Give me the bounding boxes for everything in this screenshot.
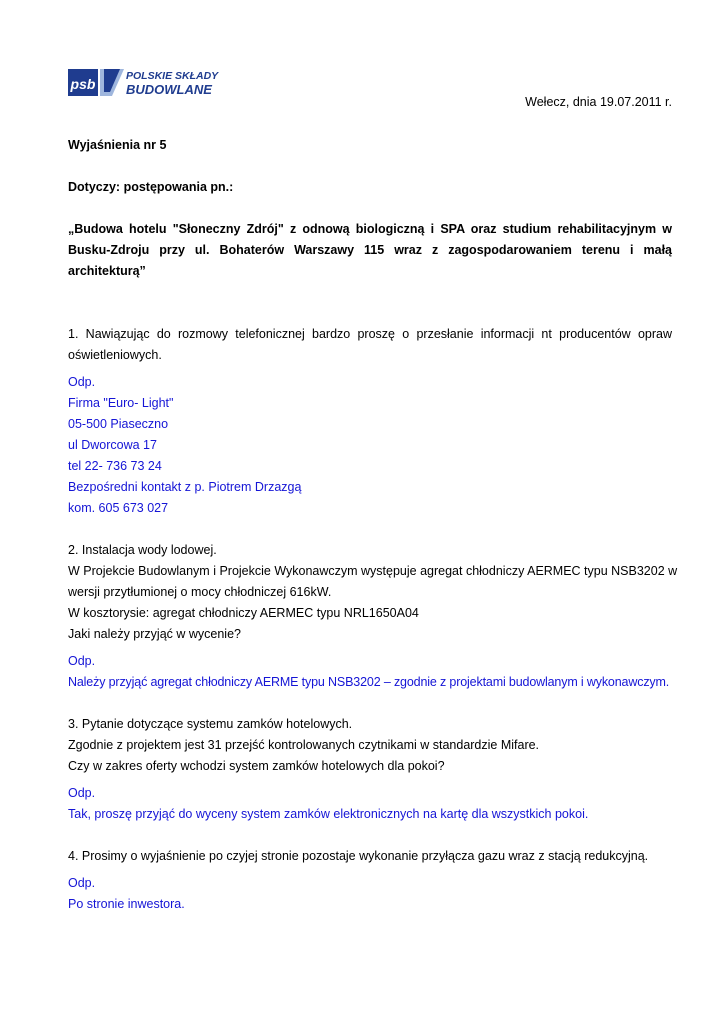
- logo-brand-top: POLSKIE SKŁADY: [126, 70, 219, 82]
- answer-3: [68, 783, 672, 825]
- answer-1-line: tel 22- 736 73 24: [68, 459, 162, 473]
- answer-1-line: 05-500 Piaseczno: [68, 417, 169, 431]
- subject-text: „Budowa hotelu "Słoneczny Zdrój" z odnową biologiczną i SPA oraz studium rehabilitacyjnym w Busku-Zdroju przy ul. Bohaterów Warszawy 115 wraz z zagospodarowaniem terenu i małą architekturą”: [68, 222, 672, 278]
- question-3: [68, 714, 672, 777]
- answer-1-line: Firma "Euro- Light": [68, 396, 174, 410]
- answer-2: [68, 651, 672, 693]
- question-2-line: Jaki należy przyjąć w wycenie?: [68, 627, 241, 641]
- answer-1: [68, 372, 672, 519]
- answer-1-line: Odp.: [68, 375, 96, 389]
- question-2-line: W Projekcie Budowlanym i Projekcie Wykonawczym występuje agregat chłodniczy AERMEC typu NSB3202 w: [68, 564, 678, 578]
- document-date: Wełecz, dnia 19.07.2011 r.: [525, 95, 672, 109]
- subject-label: Dotyczy: postępowania pn.:: [68, 180, 234, 194]
- answer-3-line: Odp.: [68, 786, 96, 800]
- logo-mark: psb: [70, 76, 96, 92]
- answer-3-line: Tak, proszę przyjąć do wyceny system zamków elektronicznych na kartę dla wszystkich pokoi.: [68, 807, 589, 821]
- answer-4: [68, 873, 672, 915]
- question-3-line: Zgodnie z projektem jest 31 przejść kontrolowanych czytnikami w standardzie Mifare.: [68, 738, 540, 752]
- document-title: Wyjaśnienia nr 5: [68, 138, 167, 152]
- question-4-line: 4. Prosimy o wyjaśnienie po czyjej stronie pozostaje wykonanie przyłącza gazu wraz z stacją redukcyjną.: [68, 849, 649, 863]
- question-3-line: Czy w zakres oferty wchodzi system zamków hotelowych dla pokoi?: [68, 759, 445, 773]
- logo-brand-bottom: BUDOWLANE: [126, 82, 212, 97]
- question-2-line: wersji przytłumionej o mocy chłodniczej 616kW.: [68, 585, 332, 599]
- question-2-line: W kosztorysie: agregat chłodniczy AERMEC typu NRL1650A04: [68, 606, 419, 620]
- answer-4-line: Po stronie inwestora.: [68, 897, 185, 911]
- answer-1-line: kom. 605 673 027: [68, 501, 169, 515]
- answer-4-line: Odp.: [68, 876, 96, 890]
- answer-2-line: Odp.: [68, 654, 96, 668]
- question-2-line: 2. Instalacja wody lodowej.: [68, 543, 217, 557]
- psb-logo: [68, 66, 226, 100]
- question-1: 1. Nawiązując do rozmowy telefonicznej bardzo proszę o przesłanie informacji nt producentów opraw oświetleniowych.: [68, 327, 672, 362]
- question-3-line: 3. Pytanie dotyczące systemu zamków hotelowych.: [68, 717, 353, 731]
- answer-2-line: Należy przyjąć agregat chłodniczy AERME typu NSB3202 – zgodnie z projektami budowlanym i wykonawczym.: [68, 675, 670, 689]
- answer-1-line: Bezpośredni kontakt z p. Piotrem Drzazgą: [68, 480, 302, 494]
- answer-1-line: ul Dworcowa 17: [68, 438, 157, 452]
- question-4: [68, 846, 672, 867]
- question-2: [68, 540, 678, 645]
